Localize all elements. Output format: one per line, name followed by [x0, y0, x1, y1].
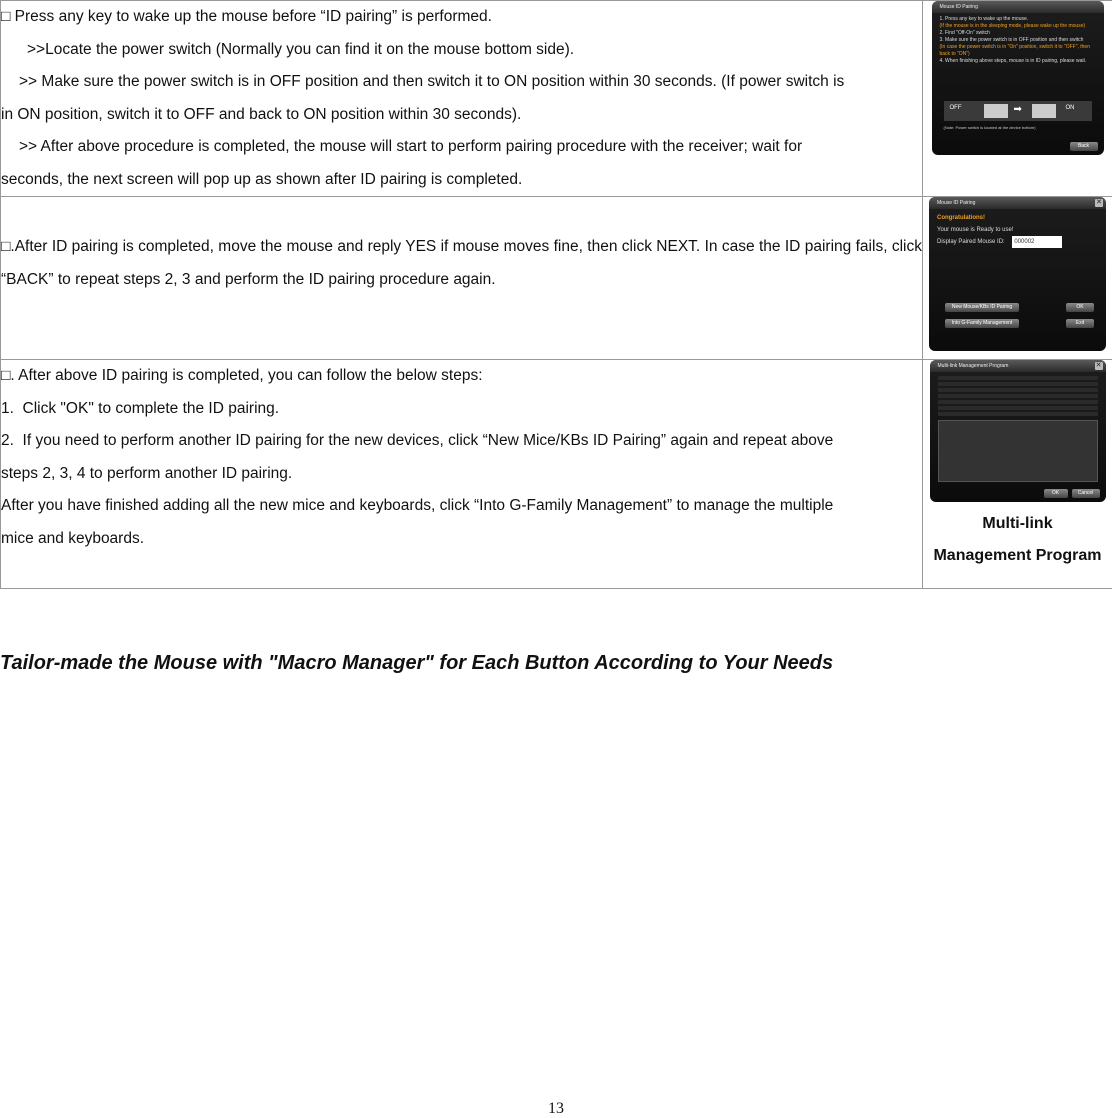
screenshot-title: Mouse ID Pairing — [932, 1, 1104, 13]
switch-on-icon — [1032, 104, 1056, 118]
cancel-button: Cancel — [1072, 489, 1100, 498]
step-line: After you have finished adding all the new mice and keyboards, click “Into G-Family Management” to manage the multiple — [1, 497, 834, 514]
screenshot-line: (If the mouse is in the sleeping mode, please wake up the mouse) — [939, 23, 1086, 29]
step-line: in ON position, switch it to OFF and back to ON position within 30 seconds). — [1, 105, 522, 123]
step-line: >> After above procedure is completed, the mouse will start to perform pairing procedure with the receiver; wait for — [19, 138, 803, 155]
screenshot-line: (In case the power switch is in "On" position, switch it to "OFF", then back to "ON") — [939, 44, 1090, 57]
step-text-cell — [1, 360, 923, 589]
ok-button: OK — [1044, 489, 1068, 498]
table-row — [1, 1, 1112, 197]
device-table — [938, 420, 1098, 482]
congrats-text: Congratulations! — [937, 215, 985, 221]
screenshot-cell — [923, 1, 1112, 197]
step-text-cell — [1, 197, 923, 360]
screenshot-cell — [923, 197, 1112, 360]
switch-strip — [944, 101, 1092, 121]
description-text-block — [938, 376, 1098, 416]
off-label: OFF — [949, 105, 962, 111]
screenshot-line: 1. Press any key to wake up the mouse. — [939, 16, 1029, 22]
step-line: 2. If you need to perform another ID pairing for the new devices, click “New Mice/KBs ID Pairing” again and repeat above — [1, 432, 834, 449]
step-line: >> Make sure the power switch is in OFF position and then switch it to ON position within 30 seconds. (If power switch is — [19, 73, 845, 90]
section-heading: Tailor-made the Mouse with "Macro Manager" for Each Button According to Your Needs — [0, 652, 834, 674]
new-pairing-button: New Mouse/KBs ID Pairing — [945, 303, 1019, 312]
step-line: >>Locate the power switch (Normally you can find it on the mouse bottom side). — [27, 40, 575, 58]
screenshot-title: Multi-link Management Program ✕ — [930, 360, 1106, 372]
screenshot-title: Mouse ID Pairing ✕ — [929, 197, 1106, 209]
switch-off-icon — [984, 104, 1008, 118]
multilink-screenshot — [930, 360, 1106, 502]
step-line: steps 2, 3, 4 to perform another ID pairing. — [1, 464, 293, 482]
screenshot-cell — [923, 360, 1112, 589]
table-row — [1, 197, 1112, 360]
screenshot-text — [932, 13, 1104, 68]
page-number: 13 — [548, 1100, 564, 1117]
step-line: □ Press any key to wake up the mouse before “ID pairing” is performed. — [1, 8, 492, 25]
display-id-label: Display Paired Mouse ID: — [937, 239, 1005, 245]
step-line: mice and keyboards. — [1, 529, 145, 547]
ready-text: Your mouse is Ready to use! — [937, 227, 1014, 233]
screenshot-line: 2. Find "Off-On" switch — [939, 30, 990, 36]
pairing-complete-screenshot — [929, 197, 1106, 351]
close-icon: ✕ — [1096, 199, 1102, 206]
step-line: □. After above ID pairing is completed, you can follow the below steps: — [1, 367, 483, 384]
table-row — [1, 360, 1112, 589]
exit-button: Exit — [1066, 319, 1094, 328]
step-line: 1. Click "OK" to complete the ID pairing. — [1, 399, 280, 417]
switch-note: (Note: Power switch is located at the device bottom) — [943, 125, 1036, 130]
screenshot-line: 3. Make sure the power switch is in OFF position and then switch — [939, 37, 1084, 43]
pairing-screenshot — [932, 1, 1104, 155]
on-label: ON — [1065, 105, 1075, 111]
caption-line: Multi-link — [982, 515, 1053, 532]
close-icon: ✕ — [1095, 362, 1102, 369]
step-paragraph: □.After ID pairing is completed, move the mouse and reply YES if mouse moves fine, then click NEXT. In case the ID pairing fails, click “BACK” to repeat steps 2, 3 and perform the ID pairing procedure again. — [1, 238, 922, 288]
into-management-button: Into G-Family Management — [945, 319, 1019, 328]
ok-button: OK — [1066, 303, 1094, 312]
step-line: seconds, the next screen will pop up as shown after ID pairing is completed. — [1, 170, 523, 188]
screenshot-caption — [923, 508, 1112, 572]
back-button: Back — [1070, 142, 1098, 151]
screenshot-line: 4. When finishing above steps, mouse is in ID pairing, please wait. — [939, 58, 1087, 64]
arrow-right-icon: ➡ — [1013, 104, 1022, 115]
display-id-row — [937, 236, 1098, 248]
caption-line: Management Program — [933, 547, 1102, 564]
step-text-cell — [1, 1, 923, 197]
screenshot-text — [929, 209, 1106, 251]
mouse-id-field: 000002 — [1012, 236, 1062, 248]
